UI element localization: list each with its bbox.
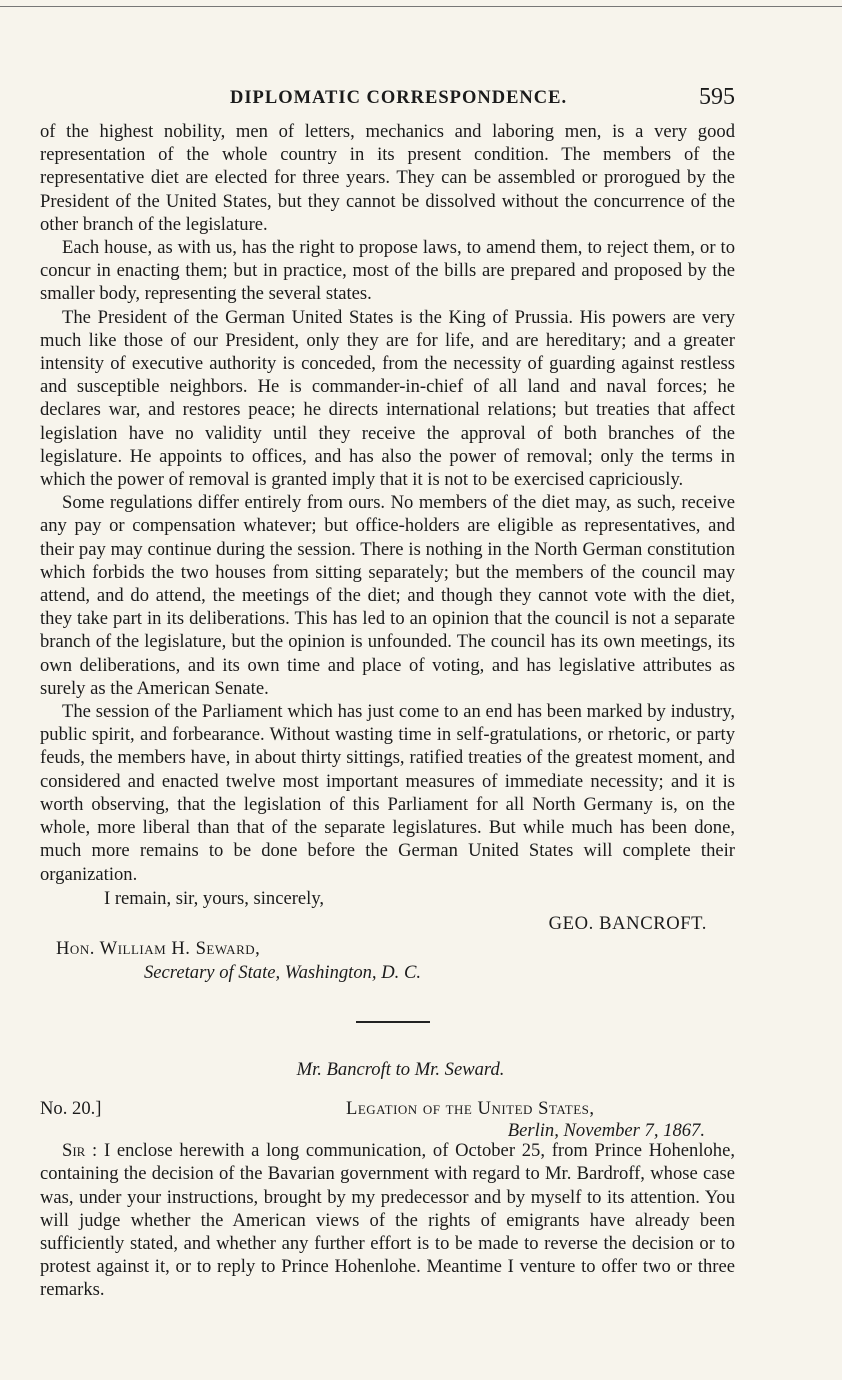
paragraph: The President of the German United States is the King of Prussia. His powers are very much like those of our President, only they are for life, and are hereditary; and a greater intensity of executive authority is conceded, from the necessity of guarding against restless and susceptible neighbors. He is commander-in-chief of all land and naval forces; he declares war, and restores peace; he directs international relations; but treaties that affect legislation have no validity until they receive the approval of both branches of the legislature. He appoints to offices, and has also the power of removal; only the terms in which the power of removal is granted imply that it is not to be exercised capriciously. xyxy=(40,306,735,491)
paragraph: Each house, as with us, has the right to propose laws, to amend them, to reject them, or to concur in enacting them; but in practice, most of the bills are prepared and proposed by the smaller body, representing the several states. xyxy=(40,237,735,305)
dateline: Berlin, November 7, 1867. xyxy=(507,1120,705,1142)
next-letter-body xyxy=(40,1139,735,1301)
section-divider xyxy=(356,1021,430,1023)
addressee-name-text: Hon. William H. Seward, xyxy=(56,938,261,960)
paragraph: The session of the Parliament which has just come to an end has been marked by industry, public spirit, and forbearance. Without wasting time in self-gratulations, or rhetoric, or party feuds, the members have, in about thirty sittings, ratified treaties of the greatest moment, and considered and enacted twelve most important measures of immediate necessity; and it is worth observing, that the legislation of this Parliament for all North Germany is, on the whole, more liberal than that of the separate legislatures. But while much has been done, much more remains to be done before the German United States will complete their organization. xyxy=(40,701,735,885)
signature: GEO. BANCROFT. xyxy=(548,912,707,934)
addressee-office: Secretary of State, Washington, D. C. xyxy=(144,962,421,984)
letter-body xyxy=(40,120,735,886)
paragraph: of the highest nobility, men of letters, mechanics and laboring men, is a very good representation of the whole country in its present condition. The members of the representative diet are elected for three years. They can be assembled or prorogued by the President of the United States, but they cannot be dissolved without the concurrence of the other branch of the legislature. xyxy=(40,121,735,235)
closing-line: I remain, sir, yours, sincerely, xyxy=(104,887,325,909)
page-header xyxy=(40,84,735,120)
letter-number: No. 20.] xyxy=(40,1098,102,1120)
page-number: 595 xyxy=(699,84,735,110)
document-page xyxy=(40,0,735,1302)
paragraph: Some regulations differ entirely from ours. No members of the diet may, as such, receive any pay or compensation whatever; but office-holders are eligible as representatives, and their pay may continue during the session. There is nothing in the North German constitution which forbids the two houses from sitting separately; but the members of the council may attend, and do attend, the meetings of the diet; and though they cannot vote with the diet, they take part in its deliberations. This has led to an opinion that the council is not a separate branch of the legislature, but the opinion is unfounded. The council has its own meetings, its own deliberations, and its own time and place of voting, and has legislative attributes as surely as the American Senate. xyxy=(40,492,735,699)
paragraph-text: I enclose herewith a long communication, of October 25, from Prince Hohenlohe, containing the decision of the Bavarian government with regard to Mr. Bardroff, whose case was, under your instructions, brought by my predecessor and by myself to its attention. You will judge whether the American views of the rights of emigrants have already been sufficiently stated, and whether any further effort is to be made to reverse the decision or to protest against it, or to reply to Prince Hohenlohe. Meantime I venture to offer two or three remarks. xyxy=(40,1140,736,1301)
letter-heading xyxy=(40,1093,735,1142)
running-head: DIPLOMATIC CORRESPONDENCE. xyxy=(230,88,568,108)
letter-title: Mr. Bancroft to Mr. Seward. xyxy=(296,1059,505,1081)
legation-line: Legation of the United States, xyxy=(346,1098,595,1120)
addressee-name xyxy=(56,937,735,961)
paragraph xyxy=(40,1139,735,1301)
salutation: Sir : xyxy=(62,1140,98,1162)
